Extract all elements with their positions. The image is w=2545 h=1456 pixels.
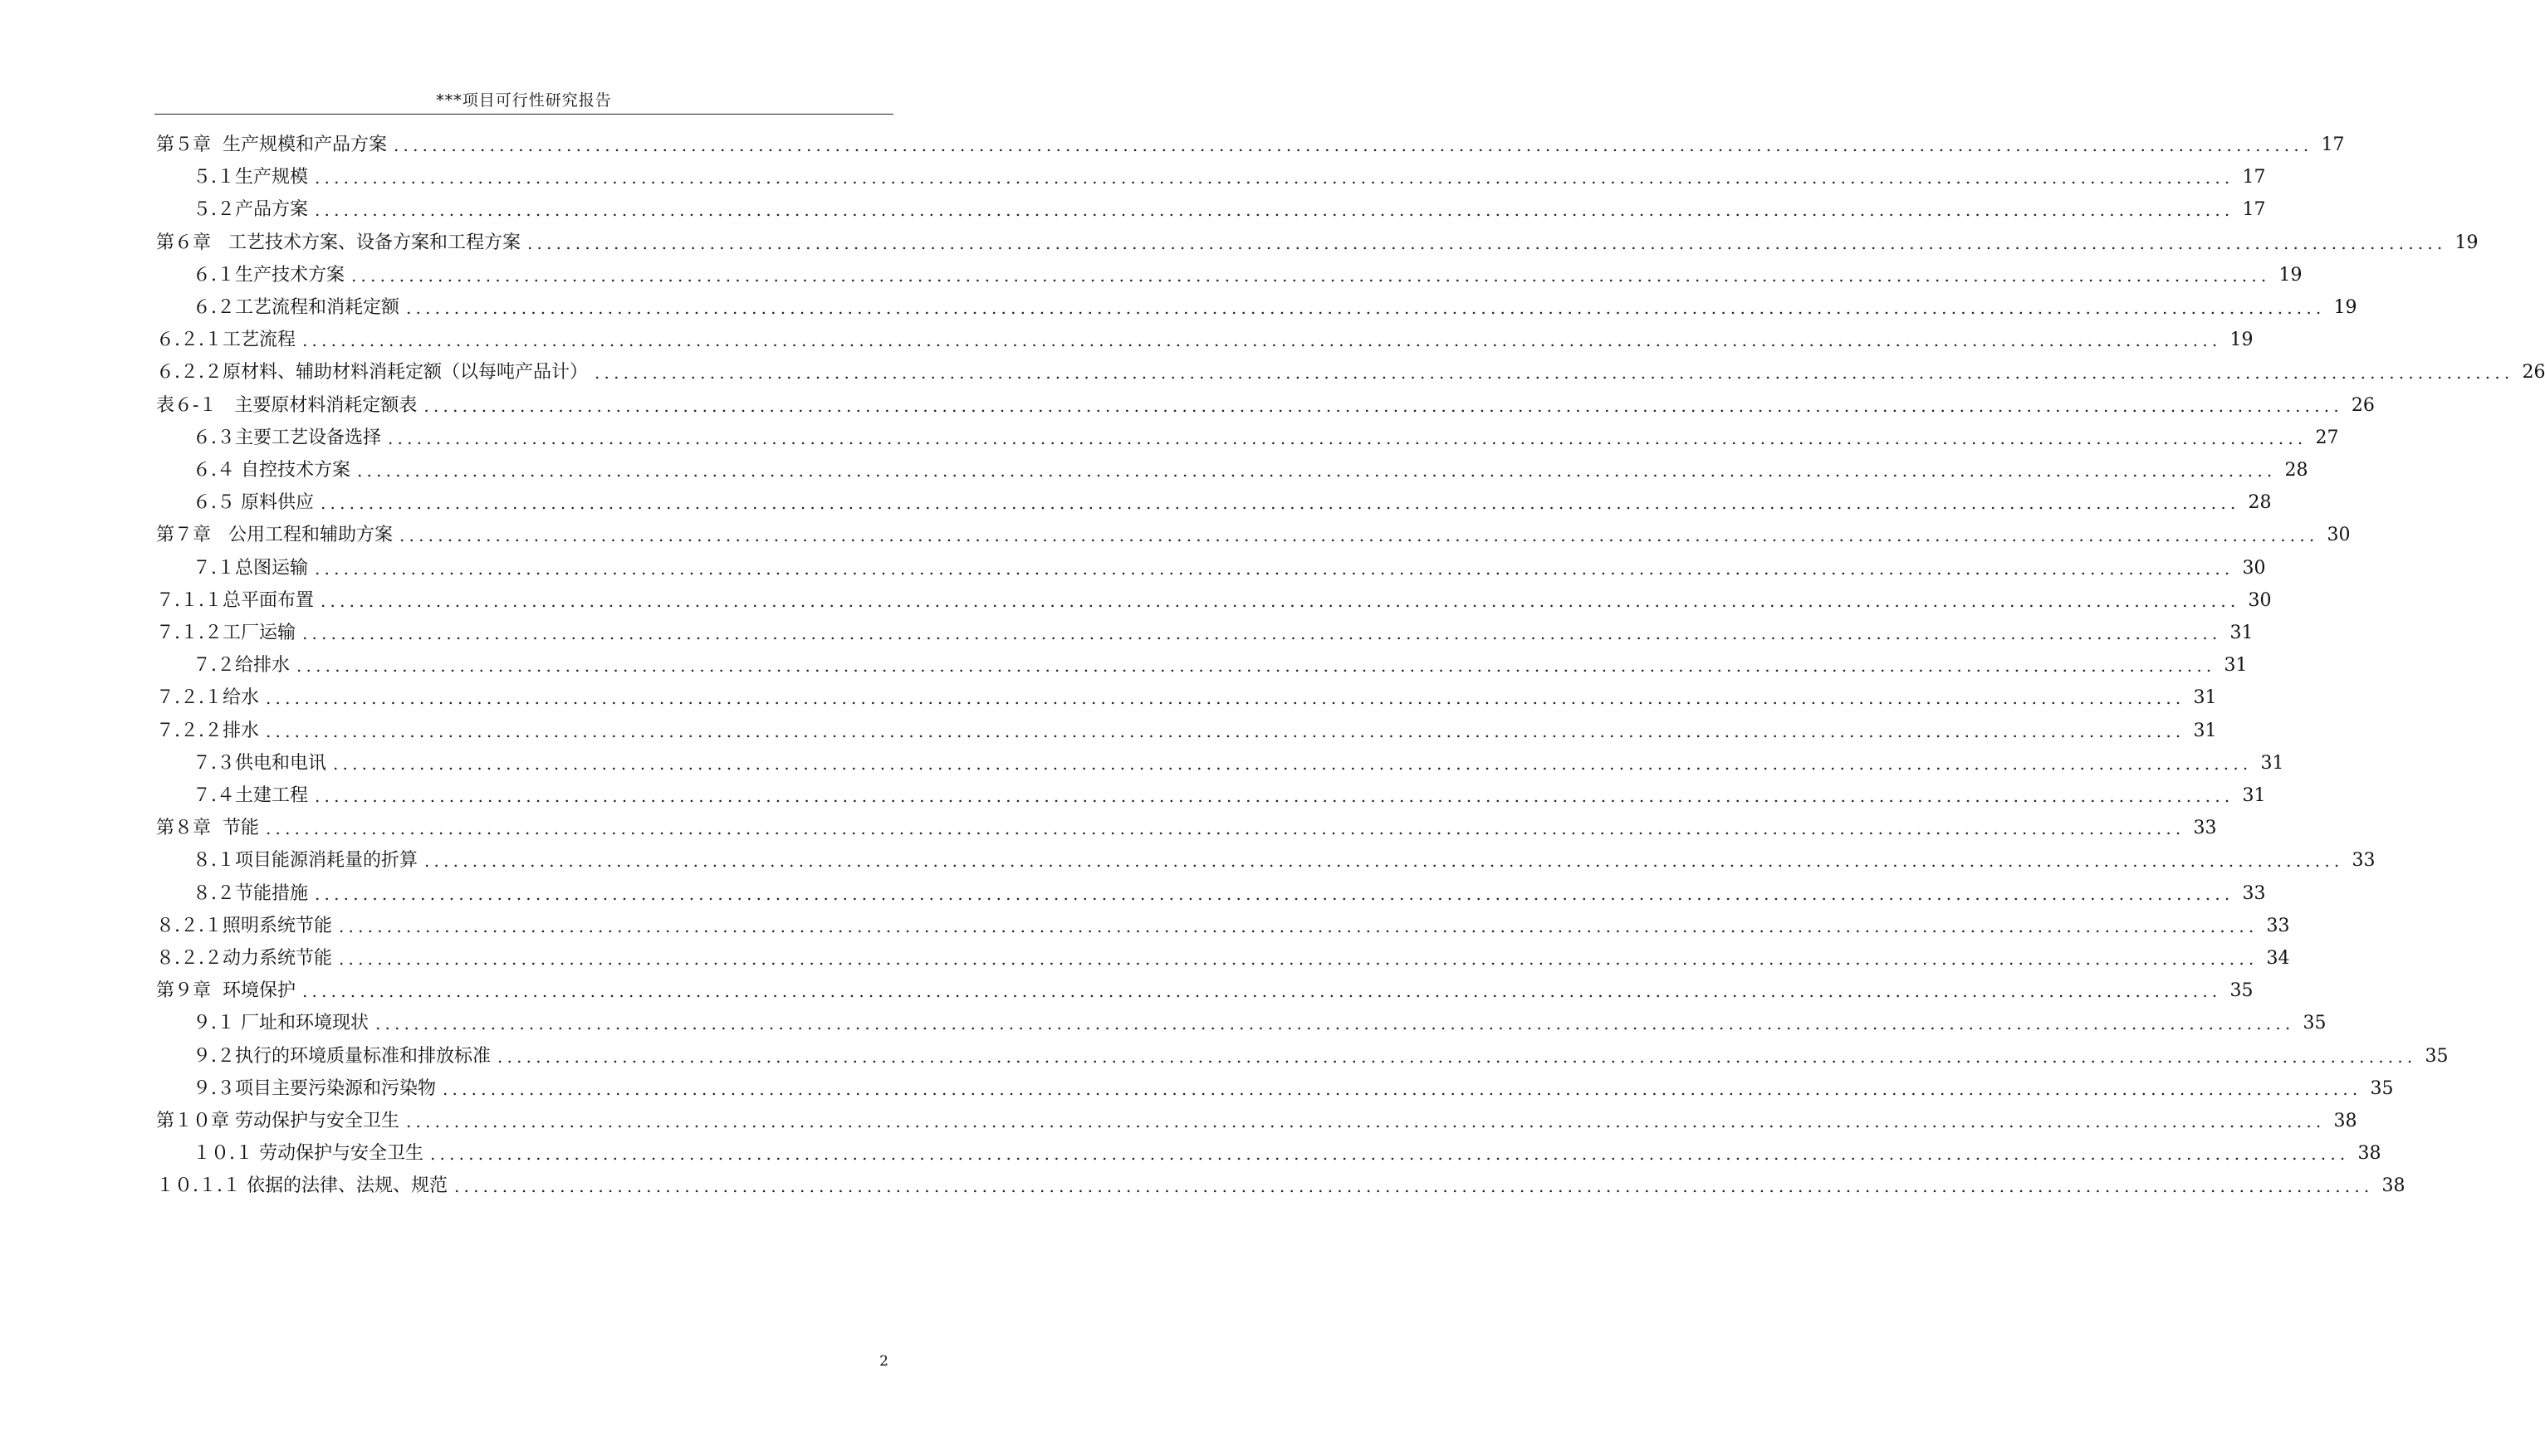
toc-entry-page-number: 26 [2522,362,2545,384]
toc-entry-page-number: 38 [2333,1111,2357,1131]
toc-entry-title: ９.２执行的环境质量标准和排放标准 [193,1045,491,1067]
toc-entry-page-number: 35 [2303,1013,2327,1034]
toc-entry-title: ６.２.１工艺流程 [156,330,296,351]
dot-leader: ........................................................................................................................................................................................................ [302,623,2222,643]
toc-entry-title: ７.２.１给水 [156,687,259,709]
toc-entry-page-number: 35 [2229,980,2254,1002]
toc-entry-page-number: 26 [2351,394,2375,416]
toc-entry[interactable] [0,356,2545,389]
toc-entry-title: ７.３供电和电讯 [193,752,326,774]
dot-leader: ........................................................................................................................................................................................................ [266,818,2185,839]
dot-leader: ........................................................................................................................................................................................................ [321,590,2240,611]
dot-leader: ........................................................................................................................................................................................................ [394,135,2313,155]
toc-entry-title: ６.５ 原料供应 [193,492,314,514]
dot-leader: ........................................................................................................................................................................................................ [315,200,2234,221]
dot-leader: ........................................................................................................................................................................................................ [266,721,2185,741]
toc-entry[interactable] [0,715,2217,748]
page-number: 2 [879,1353,888,1370]
toc-entry-page-number: 34 [2266,948,2290,969]
toc-entry-page-number: 19 [2229,330,2254,351]
toc-entry[interactable] [0,1007,2327,1040]
toc-entry-page-number: 17 [2242,199,2266,221]
dot-leader: ........................................................................................................................................................................................................ [526,232,2447,253]
toc-entry-title: ７.２.２排水 [156,720,259,741]
dot-leader: ........................................................................................................................................................................................................ [399,525,2319,546]
toc-entry-title: ５.１生产规模 [193,167,308,188]
toc-entry-page-number: 30 [2327,525,2351,546]
toc-entry[interactable] [0,779,2266,813]
toc-entry-page-number: 19 [2278,264,2303,286]
toc-entry[interactable] [0,422,2339,455]
dot-leader: ........................................................................................................................................................................................................ [424,851,2344,872]
dot-leader: ........................................................................................................................................................................................................ [406,298,2326,318]
dot-leader: ........................................................................................................................................................................................................ [266,688,2185,709]
toc-entry-title: ８.２.１照明系统节能 [156,915,332,936]
dot-leader: ........................................................................................................................................................................................................ [339,916,2259,936]
toc-entry[interactable] [0,1072,2394,1106]
toc-entry[interactable] [0,584,2272,618]
running-header: ***项目可行性研究报告 [436,91,612,110]
toc-entry[interactable] [0,1105,2357,1138]
toc-entry[interactable] [0,291,2357,325]
toc-entry-title: ７.１.２工厂运输 [156,623,296,643]
toc-entry-page-number: 31 [2193,720,2217,741]
dot-leader: ........................................................................................................................................................................................................ [302,981,2222,1002]
toc-entry-page-number: 19 [2333,297,2357,318]
toc-entry[interactable] [0,259,2303,292]
toc-entry[interactable] [0,161,2266,194]
toc-entry[interactable] [0,1137,2381,1170]
dot-leader: ........................................................................................................................................................................................................ [430,1144,2350,1165]
dot-leader: ........................................................................................................................................................................................................ [302,330,2222,351]
toc-entry-page-number: 19 [2454,232,2479,253]
dot-leader: ........................................................................................................................................................................................................ [339,949,2259,969]
toc-entry[interactable] [0,552,2266,585]
toc-entry-page-number: 27 [2315,427,2339,448]
dot-leader: ........................................................................................................................................................................................................ [388,428,2308,448]
toc-entry[interactable] [0,227,2479,260]
dot-leader: ........................................................................................................................................................................................................ [315,883,2234,904]
toc-entry[interactable] [0,324,2254,357]
toc-entry-page-number: 31 [2260,752,2284,774]
toc-entry-page-number: 33 [2352,850,2376,872]
toc-entry-page-number: 33 [2242,882,2266,904]
toc-entry-title: 表６-１ 主要原材料消耗定额表 [156,394,418,416]
toc-entry-page-number: 33 [2193,818,2217,839]
toc-entry-title: ６.３主要工艺设备选择 [193,427,381,448]
toc-entry[interactable] [0,1170,2406,1203]
toc-entry[interactable] [0,844,2376,877]
dot-leader: ........................................................................................................................................................................................................ [351,265,2271,286]
toc-entry-title: ９.１ 厂址和环境现状 [193,1013,369,1034]
toc-entry-page-number: 33 [2266,915,2290,936]
toc-entry[interactable] [0,877,2266,911]
toc-entry-title: 第６章 工艺技术方案、设备方案和工程方案 [156,232,521,253]
toc-entry-title: １０.１ 劳动保护与安全卫生 [193,1143,423,1165]
toc-entry-page-number: 17 [2242,167,2266,188]
toc-entry-page-number: 31 [2224,655,2248,677]
toc-entry-title: １０.１.１ 依据的法律、法规、规范 [156,1175,448,1197]
dot-leader: ........................................................................................................................................................................................................ [497,1046,2417,1067]
toc-entry-page-number: 30 [2248,589,2272,611]
toc-entry-title: ８.２节能措施 [193,882,308,904]
toc-entry-title: ８.１项目能源消耗量的折算 [193,850,418,872]
toc-entry[interactable] [0,910,2290,943]
toc-entry-page-number: 31 [2242,785,2266,806]
toc-entry-title: 第５章 生产规模和产品方案 [156,134,387,155]
toc-entry-page-number: 38 [2381,1175,2406,1197]
dot-leader: ........................................................................................................................................................................................................ [315,786,2234,806]
toc-entry-title: ６.１生产技术方案 [193,264,345,286]
toc-entry-title: ７.１.１总平面布置 [156,589,314,611]
dot-leader: ........................................................................................................................................................................................................ [595,363,2514,384]
dot-leader: ........................................................................................................................................................................................................ [296,656,2216,677]
toc-entry-title: ９.３项目主要污染源和污染物 [193,1077,436,1099]
toc-entry-page-number: 31 [2193,687,2217,709]
dot-leader: ........................................................................................................................................................................................................ [375,1014,2295,1034]
toc-entry-title: 第１０章 劳动保护与安全卫生 [156,1111,399,1131]
toc-entry[interactable] [0,812,2217,845]
toc-entry[interactable] [0,519,2351,552]
toc-entry-title: ６.４ 自控技术方案 [193,460,350,481]
toc-entry[interactable] [0,193,2266,227]
toc-entry[interactable] [0,942,2290,975]
dot-leader: ........................................................................................................................................................................................................ [453,1176,2374,1197]
toc-entry[interactable] [0,975,2254,1008]
dot-leader: ........................................................................................................................................................................................................ [333,753,2253,774]
toc-entry[interactable] [0,486,2272,520]
toc-entry-title: ６.２.２原材料、辅助材料消耗定额（以每吨产品计） [156,362,588,384]
toc-entry-title: ７.１总图运输 [193,557,308,579]
toc-entry[interactable] [0,389,2375,423]
toc-entry[interactable] [0,649,2248,682]
toc-entry-page-number: 17 [2321,134,2345,155]
toc-entry-title: 第７章 公用工程和辅助方案 [156,525,393,546]
dot-leader: ........................................................................................................................................................................................................ [315,558,2234,579]
toc-entry[interactable] [0,747,2284,780]
toc-entry-page-number: 28 [2284,460,2308,481]
toc-entry-title: ５.２产品方案 [193,199,308,221]
dot-leader: ........................................................................................................................................................................................................ [315,168,2234,188]
toc-entry[interactable] [0,682,2217,715]
toc-entry-page-number: 31 [2229,623,2254,643]
toc-entry-page-number: 30 [2242,557,2266,579]
toc-entry-page-number: 38 [2357,1143,2381,1165]
toc-entry[interactable] [0,1040,2449,1073]
dot-leader: ........................................................................................................................................................................................................ [321,493,2240,514]
dot-leader: ........................................................................................................................................................................................................ [357,461,2277,481]
dot-leader: ........................................................................................................................................................................................................ [443,1078,2362,1099]
toc-entry-title: ８.２.２动力系统节能 [156,948,332,969]
toc-entry-title: 第９章 环境保护 [156,980,296,1002]
toc-entry-page-number: 35 [2370,1077,2394,1099]
toc-entry-title: 第８章 节能 [156,818,259,839]
toc-entry-title: ７.４土建工程 [193,785,308,806]
dot-leader: ........................................................................................................................................................................................................ [423,395,2343,416]
header-rule [154,114,893,115]
toc-entry-page-number: 35 [2425,1045,2449,1067]
toc-entry-title: ６.２工艺流程和消耗定额 [193,297,399,318]
toc-entry[interactable] [0,617,2254,650]
dot-leader: ........................................................................................................................................................................................................ [406,1112,2326,1131]
toc-entry[interactable] [0,454,2308,487]
toc-entry[interactable] [0,129,2345,162]
toc-entry-page-number: 28 [2248,492,2272,514]
toc-entry-title: ７.２给排水 [193,655,290,677]
